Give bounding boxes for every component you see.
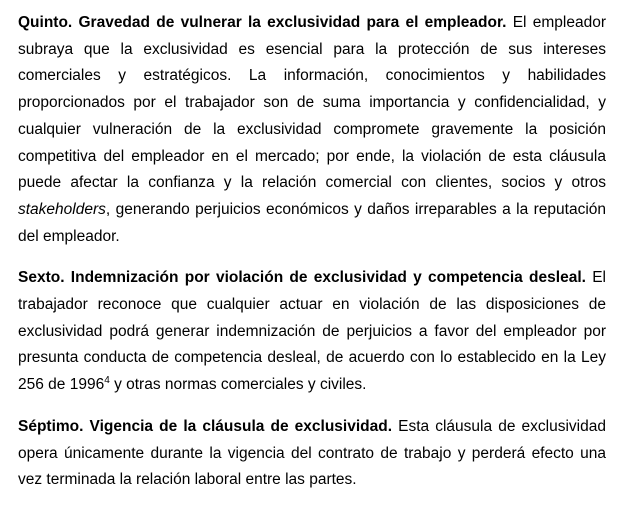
clause-septimo bbox=[18, 414, 606, 494]
clause-text: Esta cláusula de exclusividad opera únicamente durante la vigencia del contrato de trabajo y perderá efecto una vez terminada la relación laboral entre las partes. bbox=[18, 417, 606, 489]
clause-sexto bbox=[18, 265, 606, 399]
clause-heading: Quinto. Gravedad de vulnerar la exclusividad para el empleador. bbox=[18, 14, 507, 31]
clause-text: El empleador subraya que la exclusividad es esencial para la protección de sus intereses comerciales y estratégicos. La información, conocimientos y habilidades proporcionados por el trabajador son de suma importancia y confidencialidad, y cualquier vulneración de la exclusividad compromete gravemente la posición competitiva del empleador en el mercado; por ende, la violación de esta cláusula puede afectar la confianza y la relación comercial con clientes, socios y otros bbox=[18, 14, 606, 192]
clause-text-continued: , generando perjuicios económicos y daños irreparables a la reputación del empleador. bbox=[18, 200, 606, 245]
document-body bbox=[18, 10, 606, 509]
clause-text: El trabajador reconoce que cualquier actuar en violación de las disposiciones de exclusividad podrá generar indemnización de perjuicios a favor del empleador por presunta conducta de competencia desleal, de acuerdo con lo establecido en la Ley 256 de 1996 bbox=[18, 269, 606, 394]
clause-heading: Séptimo. Vigencia de la cláusula de exclusividad. bbox=[18, 417, 393, 435]
clause-heading: Sexto. Indemnización por violación de exclusividad y competencia desleal. bbox=[18, 269, 586, 287]
clause-text-continued: y otras normas comerciales y civiles. bbox=[109, 376, 367, 394]
clause-italic-term: stakeholders bbox=[18, 200, 106, 218]
footnote-reference[interactable]: 4 bbox=[104, 374, 110, 386]
clause-quinto bbox=[18, 10, 606, 250]
